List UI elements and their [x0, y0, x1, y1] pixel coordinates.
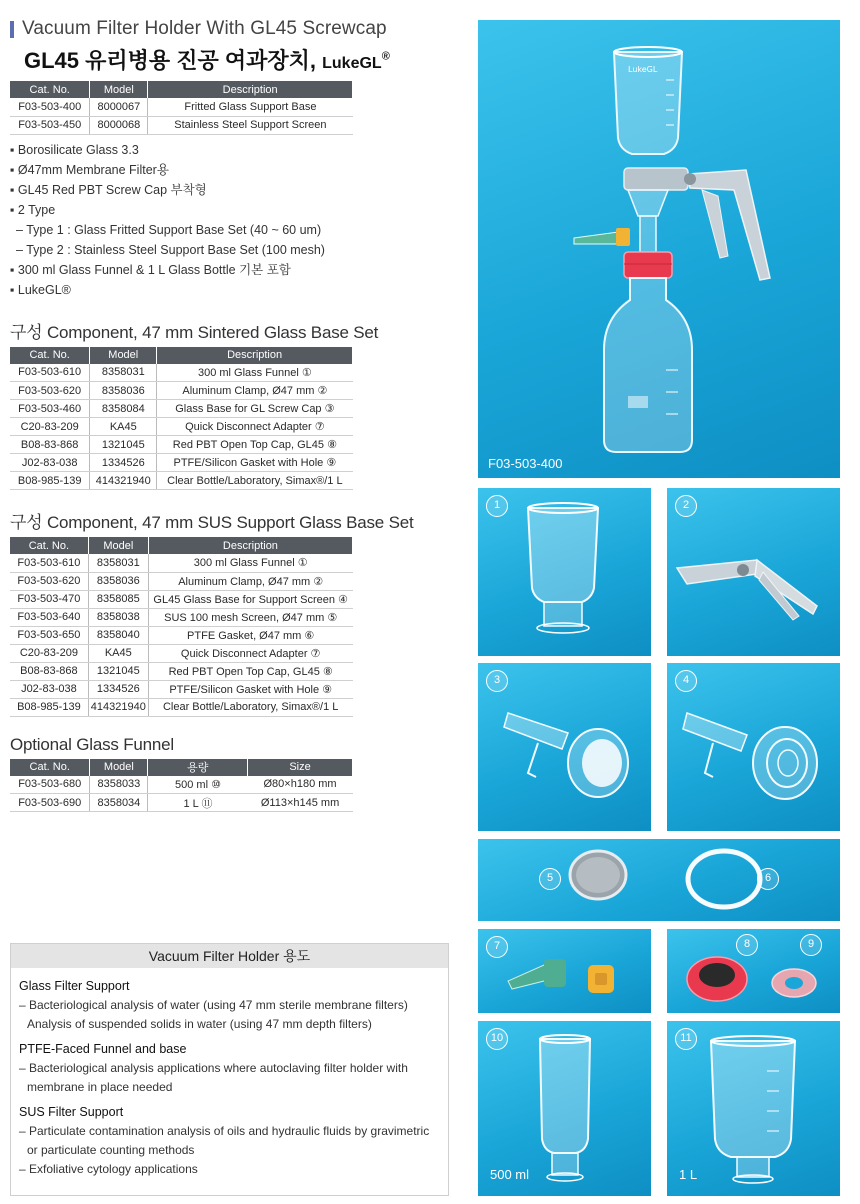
photo-number: 2 — [675, 495, 697, 517]
photo-number: 3 — [486, 670, 508, 692]
table-row — [10, 98, 353, 116]
table-cell: 8358085 — [88, 590, 148, 608]
photo-500ml-funnel — [478, 1021, 651, 1196]
table-row — [10, 418, 353, 436]
table-cell: B08-83-868 — [10, 662, 88, 680]
brand-reg: ® — [381, 50, 390, 63]
table-cell: Aluminum Clamp, Ø47 mm ② — [157, 382, 353, 400]
table-cell: B08-83-868 — [10, 436, 90, 454]
sintered-set-title: 구성 Component, 47 mm Sintered Glass Base Set — [10, 322, 379, 342]
photo-number: 9 — [800, 934, 822, 956]
usage-box — [10, 943, 449, 1196]
table-cell: 1321045 — [88, 662, 148, 680]
feature-item: ▪ 300 ml Glass Funnel & 1 L Glass Bottle 기본 포함 — [10, 262, 291, 277]
table-header-cell: Cat. No. — [10, 537, 88, 554]
table-header-cell: Cat. No. — [10, 81, 90, 98]
photo-number: 5 — [539, 868, 561, 890]
table-cell: B08-985-139 — [10, 698, 88, 716]
photo-glass-base — [478, 663, 651, 831]
table-header-cell: Cat. No. — [10, 759, 90, 776]
photo-number: 4 — [675, 670, 697, 692]
table-cell: 8358040 — [88, 626, 148, 644]
table-cell: Stainless Steel Support Screen — [148, 116, 353, 134]
table-cell: F03-503-610 — [10, 554, 88, 572]
photo-number: 10 — [486, 1028, 508, 1050]
feature-item: ▪ Ø47mm Membrane Filter용 — [10, 162, 169, 177]
brand-name: LukeGL — [322, 55, 382, 72]
table-header-row — [10, 537, 353, 554]
table-cell: F03-503-680 — [10, 776, 90, 794]
table-row — [10, 554, 353, 572]
feature-item: ▪ 2 Type — [10, 202, 56, 217]
table-header-cell: Description — [148, 537, 352, 554]
table-cell: 8358036 — [88, 572, 148, 590]
table-cell: J02-83-038 — [10, 680, 88, 698]
table-cell: 8358034 — [90, 794, 148, 812]
table-cell: PTFE Gasket, Ø47 mm ⑥ — [148, 626, 352, 644]
funnel-brand-mark: LukeGL — [628, 65, 658, 74]
table-header-cell: Description — [157, 347, 353, 364]
main-product-photo — [478, 20, 840, 478]
table-cell: Ø80×h180 mm — [248, 776, 353, 794]
usage-title: Vacuum Filter Holder 용도 — [11, 944, 448, 968]
table-cell: 414321940 — [90, 472, 157, 490]
table-row — [10, 382, 353, 400]
usage-item: – Bacteriological analysis of water (using 47 mm sterile membrane filters) — [19, 998, 408, 1012]
page-title-en — [10, 18, 460, 40]
usage-item: – Exfoliative cytology applications — [19, 1162, 198, 1176]
title-ko-text: GL45 유리병용 진공 여과장치, — [24, 48, 316, 73]
table-row — [10, 794, 353, 812]
sus-set-table — [10, 537, 353, 717]
table-cell: Aluminum Clamp, Ø47 mm ② — [148, 572, 352, 590]
table-cell: F03-503-620 — [10, 382, 90, 400]
photo-sus-glass-base — [667, 663, 840, 831]
table-row — [10, 662, 353, 680]
table-cell: J02-83-038 — [10, 454, 90, 472]
feature-item: – Type 2 : Stainless Steel Support Base Set (100 mesh) — [16, 242, 325, 257]
page-title-ko — [24, 44, 460, 75]
table-row — [10, 364, 353, 382]
table-cell: SUS 100 mesh Screen, Ø47 mm ⑤ — [148, 608, 352, 626]
table-header-row — [10, 81, 353, 98]
photo-number: 1 — [486, 495, 508, 517]
table-header-cell: Cat. No. — [10, 347, 90, 364]
table-row — [10, 454, 353, 472]
usage-body — [11, 968, 448, 1188]
table-row — [10, 472, 353, 490]
table-cell: 300 ml Glass Funnel ① — [148, 554, 352, 572]
table-cell: 8358038 — [88, 608, 148, 626]
table-cell: 1334526 — [90, 454, 157, 472]
table-cell: C20-83-209 — [10, 418, 90, 436]
table-row — [10, 590, 353, 608]
table-cell: 414321940 — [88, 698, 148, 716]
usage-item: Analysis of suspended solids in water (using 47 mm depth filters) — [27, 1017, 372, 1031]
table-header-cell: Model — [88, 537, 148, 554]
main-spec-table — [10, 81, 353, 135]
table-row — [10, 698, 353, 716]
photo-glass-funnel — [478, 488, 651, 656]
table-cell: F03-503-400 — [10, 98, 90, 116]
table-cell: F03-503-470 — [10, 590, 88, 608]
main-photo-label: F03-503-400 — [488, 456, 563, 471]
table-cell: 8358036 — [90, 382, 157, 400]
table-header-row — [10, 347, 353, 364]
table-cell: 8358031 — [88, 554, 148, 572]
table-cell: B08-985-139 — [10, 472, 90, 490]
filter-holder-illustration — [478, 20, 840, 478]
usage-heading: Glass Filter Support — [19, 979, 130, 993]
table-cell: F03-503-650 — [10, 626, 88, 644]
feature-item: – Type 1 : Glass Fritted Support Base Set (40 ~ 60 um) — [16, 222, 322, 237]
table-cell: 8000067 — [90, 98, 148, 116]
screen-gasket-illustration — [478, 839, 840, 921]
photo-screen-and-gasket — [478, 839, 840, 921]
photo-number: 8 — [736, 934, 758, 956]
photo-aluminum-clamp — [667, 488, 840, 656]
feature-list — [10, 140, 460, 300]
table-cell: PTFE/Silicon Gasket with Hole ⑨ — [157, 454, 353, 472]
sintered-set-table — [10, 347, 353, 491]
usage-item: – Particulate contamination analysis of oils and hydraulic fluids by gravimetric or particulate counting methods — [19, 1124, 430, 1157]
table-cell: 500 ml ⑩ — [148, 776, 248, 794]
title-en-text: Vacuum Filter Holder With GL45 Screwcap — [22, 18, 387, 39]
table-cell: Quick Disconnect Adapter ⑦ — [148, 644, 352, 662]
table-row — [10, 436, 353, 454]
table-row — [10, 776, 353, 794]
feature-item: ▪ LukeGL® — [10, 282, 71, 297]
table-cell: Quick Disconnect Adapter ⑦ — [157, 418, 353, 436]
photo-number: 6 — [757, 868, 779, 890]
photo-number: 7 — [486, 936, 508, 958]
photo-cap-and-gasket — [667, 929, 840, 1013]
photo-label-500ml: 500 ml — [490, 1167, 530, 1182]
table-cell: C20-83-209 — [10, 644, 88, 662]
table-cell: 1321045 — [90, 436, 157, 454]
table-cell: Fritted Glass Support Base — [148, 98, 353, 116]
table-cell: F03-503-640 — [10, 608, 88, 626]
photo-label-1l: 1 L — [679, 1167, 698, 1182]
photo-1l-funnel — [667, 1021, 840, 1196]
table-row — [10, 680, 353, 698]
table-cell: 300 ml Glass Funnel ① — [157, 364, 353, 382]
table-cell: 1334526 — [88, 680, 148, 698]
table-cell: Red PBT Open Top Cap, GL45 ⑧ — [148, 662, 352, 680]
feature-item: ▪ GL45 Red PBT Screw Cap 부착형 — [10, 182, 207, 197]
photo-number: 11 — [675, 1028, 697, 1050]
table-header-cell: 용량 — [148, 759, 248, 776]
table-cell: Clear Bottle/Laboratory, Simax®/1 L — [148, 698, 352, 716]
table-cell: Glass Base for GL Screw Cap ③ — [157, 400, 353, 418]
table-cell: Red PBT Open Top Cap, GL45 ⑧ — [157, 436, 353, 454]
table-header-cell: Model — [90, 347, 157, 364]
usage-item: – Bacteriological analysis applications where autoclaving filter holder with membrane in place needed — [19, 1061, 408, 1094]
table-header-row — [10, 759, 353, 776]
title-accent-bar — [10, 21, 14, 38]
table-row — [10, 400, 353, 418]
table-cell: 8358084 — [90, 400, 157, 418]
table-cell: PTFE/Silicon Gasket with Hole ⑨ — [148, 680, 352, 698]
table-cell: KA45 — [90, 418, 157, 436]
optional-funnel-title: Optional Glass Funnel — [10, 734, 174, 754]
table-row — [10, 572, 353, 590]
feature-item: ▪ Borosilicate Glass 3.3 — [10, 142, 139, 157]
sus-set-title: 구성 Component, 47 mm SUS Support Glass Base Set — [10, 513, 414, 532]
usage-heading: SUS Filter Support — [19, 1105, 124, 1119]
table-cell: F03-503-690 — [10, 794, 90, 812]
table-cell: F03-503-450 — [10, 116, 90, 134]
table-cell: 8358033 — [90, 776, 148, 794]
table-cell: F03-503-610 — [10, 364, 90, 382]
table-header-cell: Model — [90, 81, 148, 98]
table-header-cell: Description — [148, 81, 353, 98]
table-cell: 1 L ⑪ — [148, 794, 248, 812]
table-cell: F03-503-460 — [10, 400, 90, 418]
table-row — [10, 626, 353, 644]
table-row — [10, 116, 353, 134]
optional-funnel-table — [10, 759, 353, 813]
table-cell: 8000068 — [90, 116, 148, 134]
left-column — [10, 18, 460, 812]
table-cell: 8358031 — [90, 364, 157, 382]
table-cell: F03-503-620 — [10, 572, 88, 590]
table-cell: Ø113×h145 mm — [248, 794, 353, 812]
table-row — [10, 644, 353, 662]
table-header-cell: Size — [248, 759, 353, 776]
table-header-cell: Model — [90, 759, 148, 776]
table-cell: Clear Bottle/Laboratory, Simax®/1 L — [157, 472, 353, 490]
usage-heading: PTFE-Faced Funnel and base — [19, 1042, 187, 1056]
table-cell: GL45 Glass Base for Support Screen ④ — [148, 590, 352, 608]
table-cell: KA45 — [88, 644, 148, 662]
table-row — [10, 608, 353, 626]
photo-quick-disconnect-adapter — [478, 929, 651, 1013]
